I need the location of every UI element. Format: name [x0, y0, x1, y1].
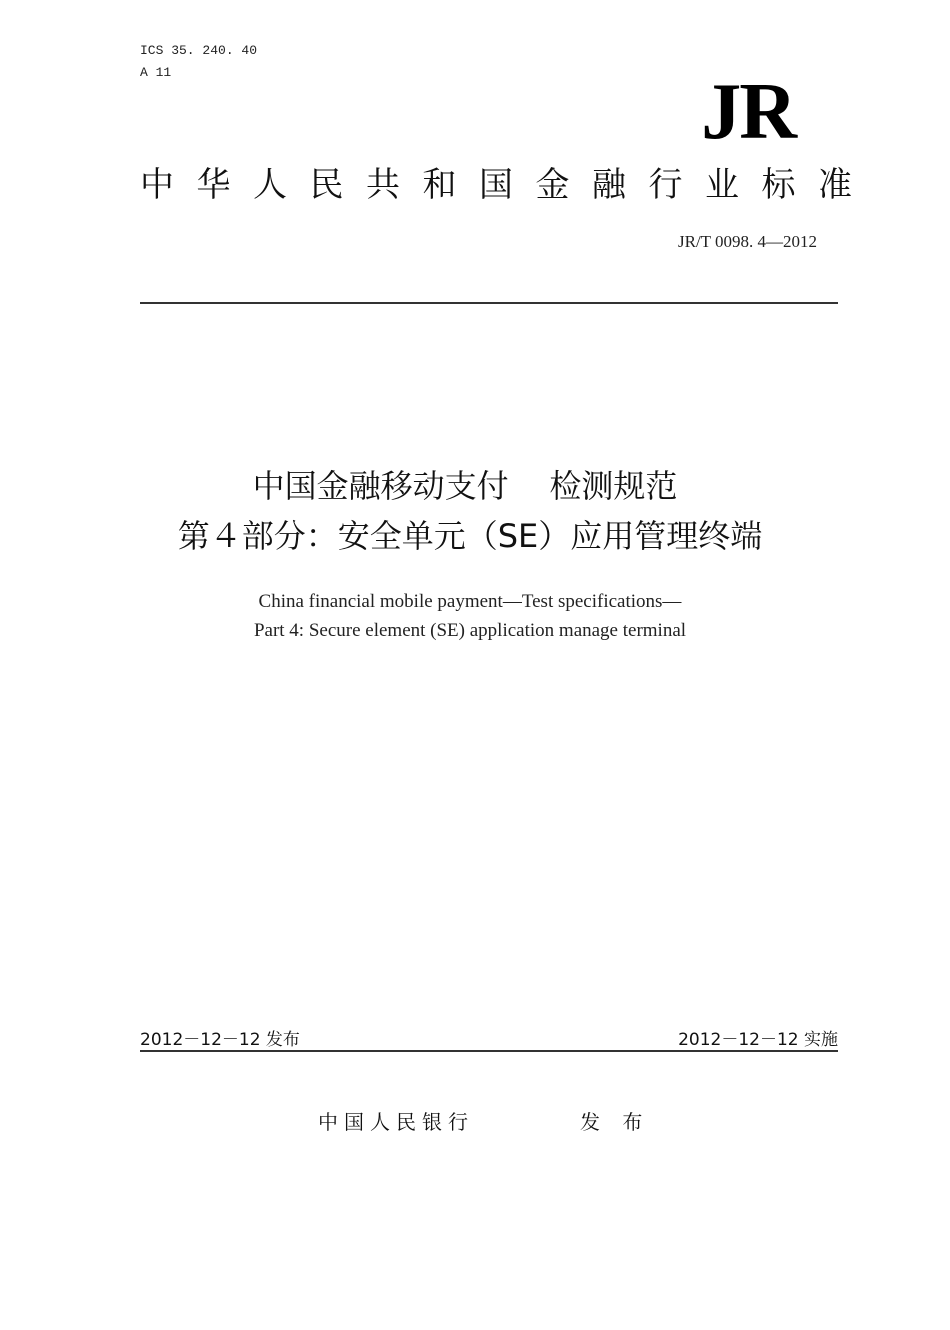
effective-date: 2012－12－12 实施 — [678, 1030, 838, 1050]
publish-date: 2012－12－12 发布 — [140, 1030, 300, 1050]
standard-code: JR/T 0098. 4—2012 — [677, 232, 817, 251]
title-zh-line-1: 中国金融移动支付 检测规范 — [252, 467, 678, 505]
bottom-divider — [140, 1050, 838, 1052]
ics-number: ICS 35. 240. 40 — [140, 43, 258, 58]
issuer-name: 中国人民银行 — [318, 1110, 474, 1134]
standard-type-heading: 中华人民共和国金融行业标准 — [140, 165, 875, 205]
issue-label: 发 布 — [580, 1110, 651, 1134]
ics-block — [140, 40, 257, 84]
jr-logo: JR — [701, 68, 795, 156]
title-en-line-1: China financial mobile payment—Test specifications— — [258, 591, 682, 612]
classification-code: A 11 — [140, 65, 172, 80]
top-divider — [140, 302, 838, 304]
title-zh-line-2: 第４部分：安全单元（SE）应用管理终端 — [177, 517, 763, 555]
title-en-line-2: Part 4: Secure element (SE) application manage terminal — [253, 620, 687, 641]
